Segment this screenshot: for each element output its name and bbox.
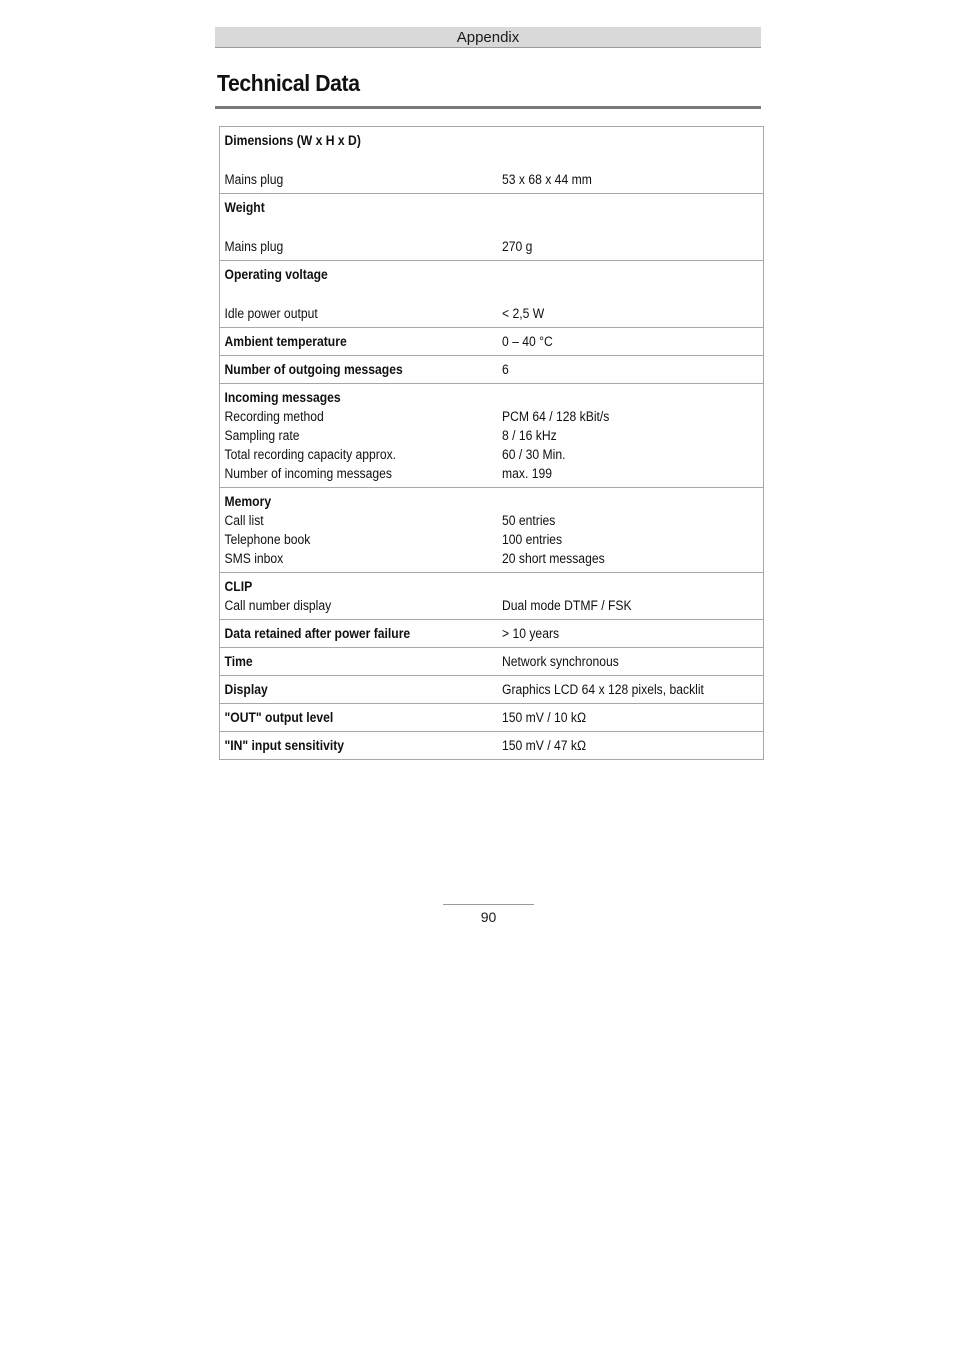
spec-label: Total recording capacity approx. (224, 447, 397, 462)
running-header (215, 27, 761, 48)
spec-label: Display (224, 682, 268, 697)
spec-row (220, 708, 763, 727)
spec-label: Call number display (224, 598, 332, 613)
spec-value: Network synchronous (502, 654, 619, 669)
spec-label: Number of incoming messages (224, 466, 392, 481)
spec-heading-label: Operating voltage (224, 267, 328, 282)
spec-section-heading (220, 265, 763, 284)
spec-section-time (220, 647, 763, 675)
spec-row (220, 407, 763, 426)
spec-row (220, 360, 763, 379)
spec-value: max. 199 (502, 466, 552, 481)
spec-section-incoming-messages (220, 383, 763, 487)
spec-section-heading (220, 577, 763, 596)
spec-label: Ambient temperature (224, 334, 347, 349)
spec-section-dimensions (220, 127, 763, 193)
spec-section-operating-voltage (220, 260, 763, 327)
spec-section-heading (220, 131, 763, 150)
spec-heading-label: Incoming messages (224, 390, 341, 405)
spec-label: Data retained after power failure (224, 626, 411, 641)
spec-section-heading (220, 198, 763, 217)
spec-section-memory (220, 487, 763, 572)
spec-heading-label: CLIP (224, 579, 253, 594)
spec-label: "OUT" output level (224, 710, 334, 725)
spec-row (220, 426, 763, 445)
spec-label: Call list (224, 513, 264, 528)
spec-section-weight (220, 193, 763, 260)
spec-value: 100 entries (502, 532, 563, 547)
spec-value: 50 entries (502, 513, 556, 528)
spec-label: "IN" input sensitivity (224, 738, 345, 753)
spec-label: Recording method (224, 409, 324, 424)
spec-row (220, 530, 763, 549)
spec-row (220, 237, 763, 256)
spec-label: Mains plug (224, 172, 284, 187)
spec-label: Time (224, 654, 253, 669)
spec-value: 150 mV / 10 kΩ (502, 710, 587, 725)
spec-value: 0 – 40 °C (502, 334, 553, 349)
spec-row (220, 511, 763, 530)
spec-row (220, 736, 763, 755)
spec-section-data-retained (220, 619, 763, 647)
spec-label: Idle power output (224, 306, 318, 321)
spec-section-ambient-temperature (220, 327, 763, 355)
spec-label: Number of outgoing messages (224, 362, 403, 377)
spec-section-out-output-level (220, 703, 763, 731)
spec-row (220, 445, 763, 464)
spec-row (220, 332, 763, 351)
spec-row (220, 170, 763, 189)
page-number: 90 (480, 909, 497, 925)
spec-row (220, 464, 763, 483)
spec-row (220, 624, 763, 643)
spec-value: 20 short messages (502, 551, 605, 566)
spec-value: Graphics LCD 64 x 128 pixels, backlit (502, 682, 704, 697)
spec-value: Dual mode DTMF / FSK (502, 598, 632, 613)
spec-row (220, 304, 763, 323)
spec-value: < 2,5 W (502, 306, 545, 321)
spec-section-clip (220, 572, 763, 619)
spec-label: Sampling rate (224, 428, 300, 443)
spec-row (220, 549, 763, 568)
spec-section-in-input-sensitivity (220, 731, 763, 759)
spec-section-heading (220, 388, 763, 407)
title-divider (215, 106, 761, 109)
spec-section-outgoing-messages (220, 355, 763, 383)
spec-section-display (220, 675, 763, 703)
spec-value: 60 / 30 Min. (502, 447, 566, 462)
spec-label: SMS inbox (224, 551, 284, 566)
spec-heading-label: Memory (224, 494, 272, 509)
spec-value: 6 (502, 362, 509, 377)
spec-heading-label: Weight (224, 200, 265, 215)
spec-label: Mains plug (224, 239, 284, 254)
spec-label: Telephone book (224, 532, 311, 547)
spec-value: 270 g (502, 239, 533, 254)
page-title: Technical Data (217, 70, 360, 96)
spec-value: PCM 64 / 128 kBit/s (502, 409, 610, 424)
spec-value: 53 x 68 x 44 mm (502, 172, 592, 187)
spec-heading-label: Dimensions (W x H x D) (224, 133, 361, 148)
spec-value: 8 / 16 kHz (502, 428, 557, 443)
spec-row (220, 596, 763, 615)
spec-section-heading (220, 492, 763, 511)
spec-row (220, 652, 763, 671)
spec-value: > 10 years (502, 626, 560, 641)
spec-value: 150 mV / 47 kΩ (502, 738, 587, 753)
footer-divider (443, 904, 534, 905)
running-header-text: Appendix (456, 29, 520, 46)
technical-data-table (219, 126, 764, 760)
spec-row (220, 680, 763, 699)
